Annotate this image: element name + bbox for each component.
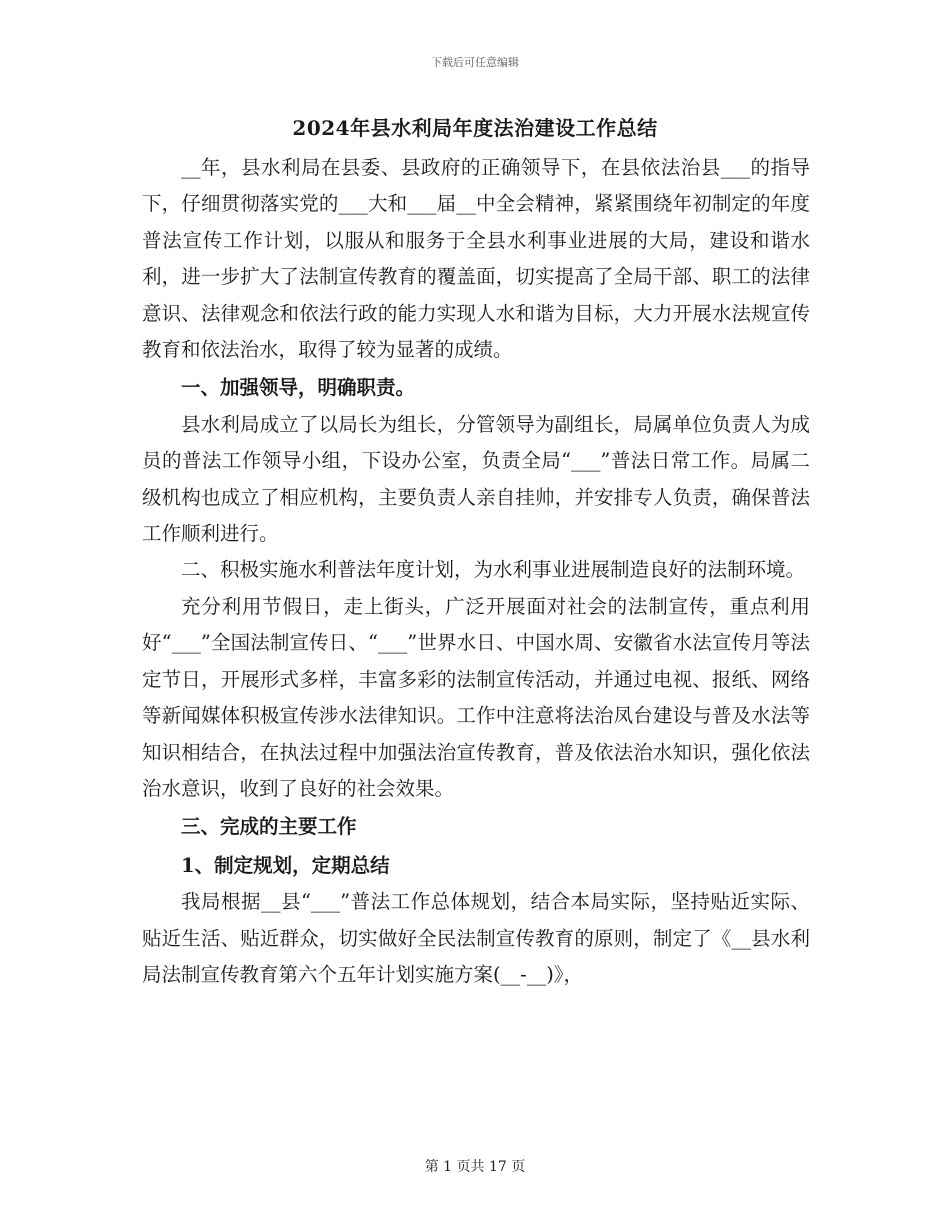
section-heading-3: 三、完成的主要工作: [181, 815, 357, 839]
header-note: 下载后可任意编辑: [431, 56, 519, 69]
paragraph-planning: 我局根据__县“___”普法工作总体规划，结合本局实际，坚持贴近实际、贴近生活、贴近群众，切实做好全民法制宣传教育的原则，制定了《__县水利局法制宣传教育第六个五年计划实施方案(__-__)》，: [142, 890, 810, 986]
paragraph-leadership: 县水利局成立了以局长为组长，分管领导为副组长，局属单位负责人为成员的普法工作领导小组，下设办公室，负责全局“___”普法日常工作。局属二级机构也成立了相应机构，主要负责人亲自挂帅，并安排专人负责，确保普法工作顺利进行。: [142, 412, 810, 546]
document-body: [142, 150, 810, 993]
section-heading-1: 一、加强领导，明确职责。: [181, 376, 416, 400]
paragraph-intro: __年，县水利局在县委、县政府的正确领导下，在县依法治县___的指导下，仔细贯彻落实党的___大和___届__中全会精神，紧紧围绕年初制定的年度普法宣传工作计划，以服从和服务于全县水利事业进展的大局，建设和谐水利，进一步扩大了法制宣传教育的覆盖面，切实提高了全局干部、职工的法律意识、法律观念和依法行政的能力实现人水和谐为目标，大力开展水法规宣传教育和依法治水，取得了较为显著的成绩。: [142, 156, 810, 362]
paragraph-publicity: 充分利用节假日，走上街头，广泛开展面对社会的法制宣传，重点利用好“___”全国法制宣传日、“___”世界水日、中国水周、安徽省水法宣传月等法定节日，开展形式多样，丰富多彩的法制宣传活动，并通过电视、报纸、网络等新闻媒体积极宣传涉水法律知识。工作中注意将法治凤台建设与普及水法等知识相结合，在执法过程中加强法治宣传教育，普及依法治水知识，强化依法治水意识，收到了良好的社会效果。: [142, 594, 810, 800]
page-number: 第 1 页共 17 页: [424, 1159, 526, 1175]
section-heading-2: 二、积极实施水利普法年度计划，为水利事业进展制造良好的法制环境。: [181, 558, 806, 582]
document-title: 2024年县水利局年度法治建设工作总结: [292, 116, 658, 140]
subsection-heading-1: 1、制定规划，定期总结: [181, 853, 390, 877]
